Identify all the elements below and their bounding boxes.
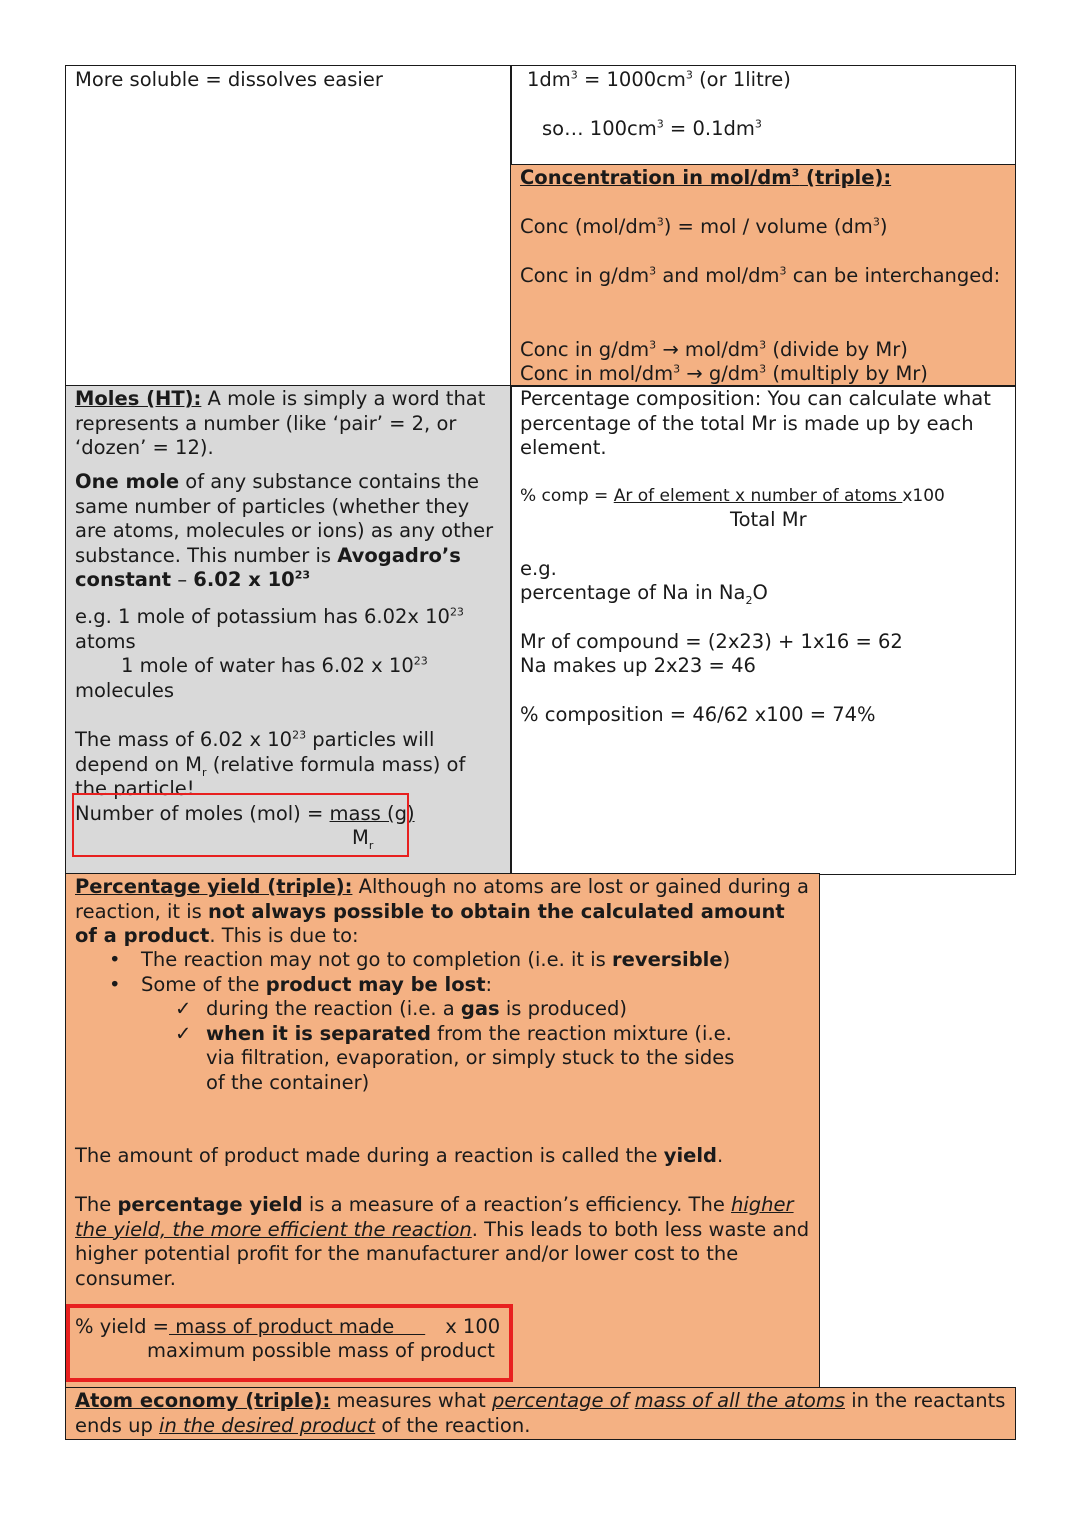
moles-intro: Moles (HT): A mole is simply a word that represents a number (like ‘pair’ = 2, or ‘dozen’ = 12).: [75, 387, 486, 459]
bullet-icon: •: [109, 948, 121, 971]
moles-example-potassium: e.g. 1 mole of potassium has 6.02x $10^{23}$ atoms: [75, 605, 464, 653]
yield-formula-denominator: maximum possible mass of product: [147, 1339, 495, 1362]
list-item: • The reaction may not go to completion (i.e. it is reversible): [109, 948, 731, 971]
percent-comp-denominator: Total Mr: [730, 508, 807, 531]
bullet-icon: •: [109, 972, 121, 996]
percent-comp-eg-line: percentage of Na in $Na_2O$: [520, 581, 768, 607]
moles-example-water: 1 mole of water has 6.02 x $10^{23}$ molecules: [75, 654, 428, 702]
atom-economy-text: Atom economy (triple): measures what percentage of mass of all the atoms in the reactants ends up in the desired product of the reaction.: [75, 1389, 1006, 1437]
moles-avogadro: One mole of any substance contains the same number of particles (whether they are atoms, molecules or ions) as any other substance. This number is Avogadro’s constant – 6.02 x $10^{23}$: [75, 470, 494, 591]
percent-comp-intro: Percentage composition: You can calculate what percentage of the total Mr is made up by each element.: [520, 387, 991, 459]
conversion-g-to-mol: Conc in $g/dm^3 \to mol/dm^3$ (divide by Mr): [520, 338, 908, 361]
yield-efficiency: The percentage yield is a measure of a reaction’s efficiency. The higher the yield, the more efficient the reaction. This leads to both less waste and higher potential profit for the manufacturer and/or lower cost to the consumer.: [75, 1193, 810, 1290]
moles-formula: Number of moles (mol) = mass (g): [75, 802, 415, 825]
percent-comp-result: % composition = 46/62 x100 = 74%: [520, 703, 876, 726]
volume-line-1: $1dm^3 = 1000cm^3$ (or 1litre): [527, 68, 791, 91]
concentration-heading: Concentration in mol/$dm^3$ (triple):: [520, 166, 892, 189]
solubility-text: More soluble = dissolves easier: [75, 68, 383, 91]
cell-concentration: [510, 164, 1016, 387]
yield-reasons-list: [75, 948, 811, 997]
atom-economy-heading: Atom economy (triple):: [75, 1389, 331, 1412]
list-item: ✓ during the reaction (i.e. a gas is produced): [175, 997, 627, 1020]
percent-comp-formula: % comp = Ar of element x number of atoms x100: [520, 486, 945, 506]
list-item: • Some of the product may be lost:: [109, 972, 493, 996]
yield-intro: Percentage yield (triple): Although no atoms are lost or gained during a reaction, it is not always possible to obtain the calculated amount of a product. This is due to:: [75, 875, 809, 947]
check-icon: ✓: [175, 997, 192, 1020]
conversion-mol-to-g: Conc in mol/$dm^3 \to g/dm^3$ (multiply by Mr): [520, 362, 928, 385]
cell-atom-economy: [65, 1387, 1016, 1440]
check-icon: ✓: [175, 1021, 192, 1045]
concentration-formula: Conc $(mol/dm^3)$ = mol / volume $(dm^3)$: [520, 215, 888, 238]
cell-volume-units: [510, 65, 1016, 166]
concentration-interchange: Conc in $g/dm^3$ and mol/$dm^3$ can be interchanged:: [520, 264, 1001, 287]
cell-solubility: [65, 65, 512, 387]
moles-formula-highlight: [72, 793, 409, 857]
cell-percentage-composition: [510, 385, 1016, 875]
moles-formula-denominator: $M_r$: [352, 826, 374, 852]
yield-heading: Percentage yield (triple):: [75, 875, 353, 898]
volume-line-2: so… $100cm^3 = 0.1dm^3$: [542, 117, 762, 140]
moles-heading: Moles (HT):: [75, 387, 202, 410]
percent-comp-calc-1: Mr of compound = (2x23) + 1x16 = 62: [520, 630, 903, 653]
yield-definition: The amount of product made during a reaction is called the yield.: [75, 1144, 724, 1167]
list-item: ✓ when it is separated from the reaction mixture (i.e. via filtration, evaporation, or simply stuck to the sides of the container): [175, 1021, 735, 1094]
percent-comp-calc-2: Na makes up 2x23 = 46: [520, 654, 756, 677]
yield-loss-list: [75, 997, 759, 1095]
yield-formula-highlight: [66, 1304, 513, 1382]
yield-formula: % yield = mass of product made x 100: [75, 1315, 501, 1338]
percent-comp-eg: e.g.: [520, 557, 557, 580]
moles-mass-note: The mass of 6.02 x $10^{23}$ particles will depend on $M_r$ (relative formula mass) of the particle!: [75, 728, 466, 800]
